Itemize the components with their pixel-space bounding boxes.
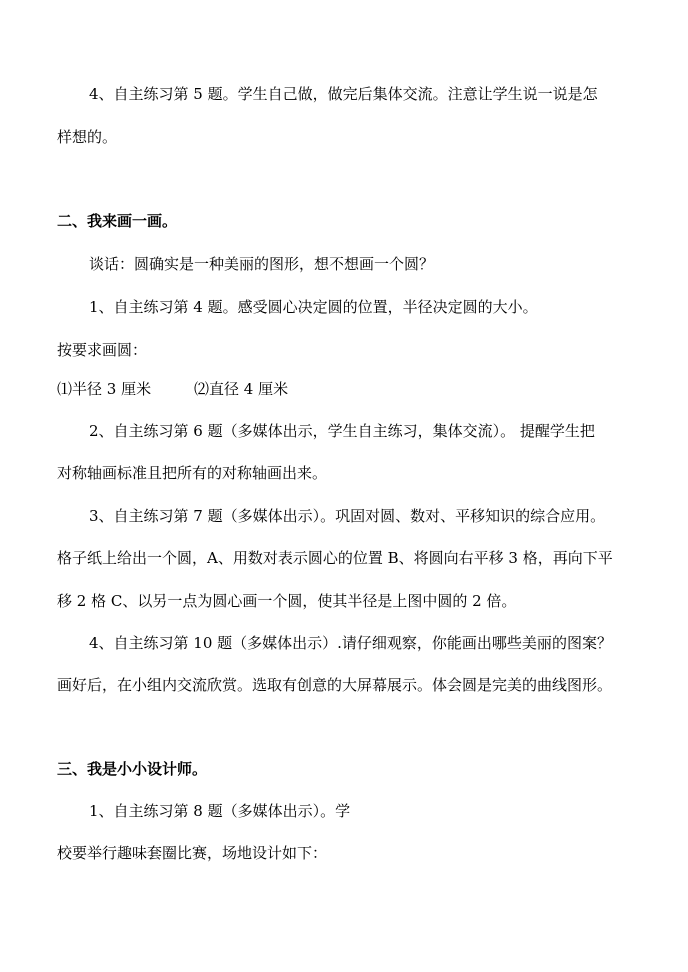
paragraph-line: 按要求画圆： — [57, 341, 148, 359]
paragraph-line: 3、自主练习第 7 题（多媒体出示）。巩固对圆、数对、平移知识的综合应用。 — [89, 507, 606, 525]
paragraph-line: 画好后，在小组内交流欣赏。选取有创意的大屏幕展示。体会圆是完美的曲线图形。 — [57, 676, 613, 694]
paragraph-line: 移 2 格 C、以另一点为圆心画一个圆，使其半径是上图中圆的 2 倍。 — [57, 592, 517, 610]
paragraph-line: 1、自主练习第 4 题。感受圆心决定圆的位置，半径决定圆的大小。 — [89, 298, 538, 316]
section-heading: 二、我来画一画。 — [57, 212, 178, 230]
paragraph-line: 格子纸上给出一个圆，A、用数对表示圆心的位置 B、将圆向右平移 3 格，再向下平 — [57, 549, 613, 567]
paragraph-line: 1、自主练习第 8 题（多媒体出示）。学 — [89, 802, 351, 820]
paragraph-line: 样想的。 — [57, 128, 118, 146]
section-heading: 三、我是小小设计师。 — [57, 760, 208, 778]
paragraph-line: 2、自主练习第 6 题（多媒体出示，学生自主练习，集体交流）。 提醒学生把 — [89, 422, 595, 440]
paragraph-line: 4、自主练习第 10 题（多媒体出示）.请仔细观察，你能画出哪些美丽的图案？ — [89, 634, 612, 652]
paragraph-line: ⑴半径 3 厘米 ⑵直径 4 厘米 — [57, 380, 289, 398]
paragraph-line: 校要举行趣味套圈比赛，场地设计如下： — [57, 844, 328, 862]
paragraph-line: 谈话：圆确实是一种美丽的图形，想不想画一个圆？ — [89, 255, 435, 273]
paragraph-line: 4、自主练习第 5 题。学生自己做，做完后集体交流。注意让学生说一说是怎 — [89, 85, 598, 103]
paragraph-line: 对称轴画标准且把所有的对称轴画出来。 — [57, 464, 328, 482]
